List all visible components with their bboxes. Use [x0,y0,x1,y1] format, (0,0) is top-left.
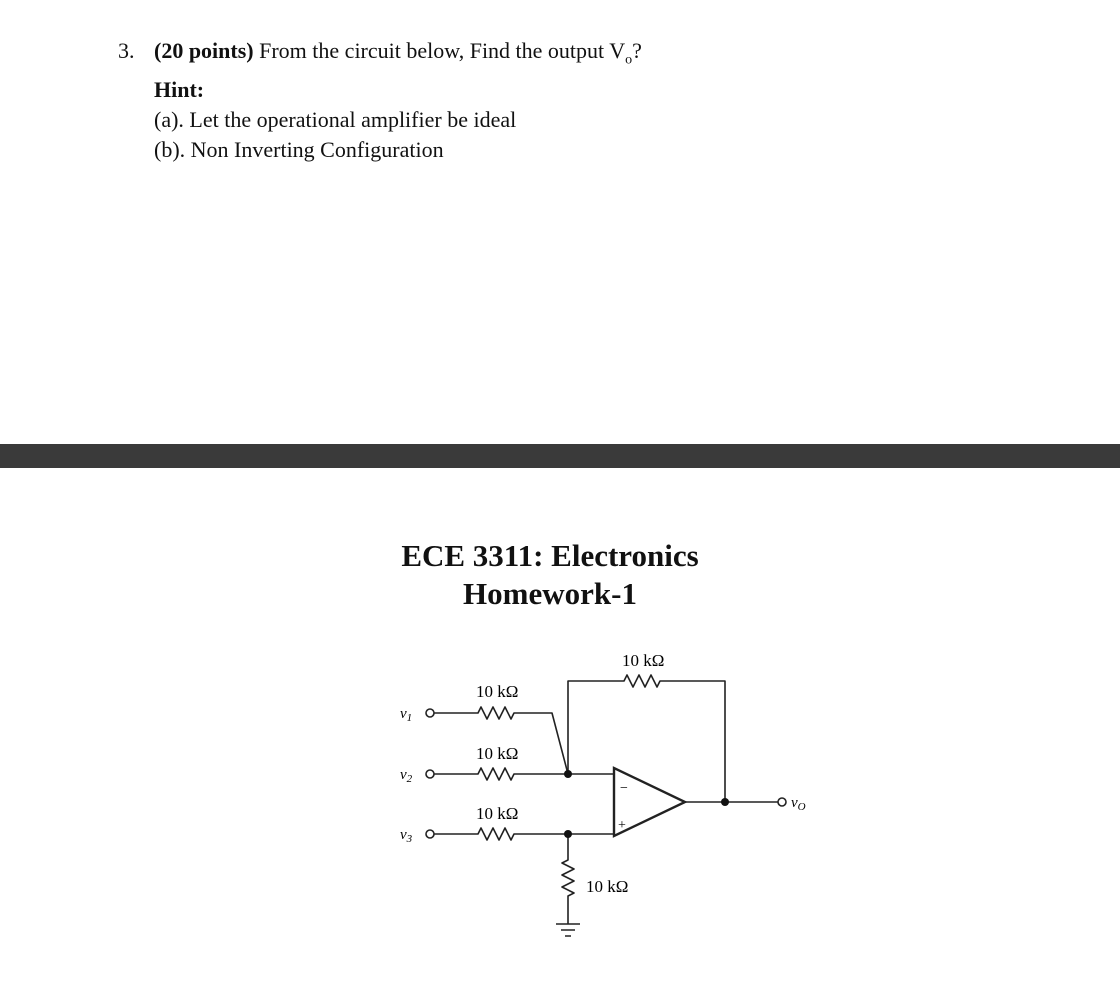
label-v2: $v_2$ [400,767,413,785]
ground-symbol [556,924,580,936]
question-prompt-sub: o [625,52,633,68]
label-r2: 10 kΩ [476,744,519,763]
op-amp-minus: − [620,781,628,796]
label-r1: 10 kΩ [476,682,519,701]
hint-b: (b). Non Inverting Configuration [154,137,444,163]
question-prompt-end: ? [632,38,642,63]
assignment-title: Homework-1 [463,576,637,611]
label-r3: 10 kΩ [476,804,519,823]
label-r-feedback: 10 kΩ [622,651,665,670]
hint-label: Hint: [154,77,205,103]
junction-noninverting [564,830,572,838]
question-prompt: From the circuit below, Find the output V [259,38,626,63]
v3-terminal [426,830,434,838]
v2-wire [434,768,614,780]
label-v1: $v_1$ [400,706,413,724]
vo-terminal [778,798,786,806]
summing-amplifier-circuit [390,640,830,950]
question-number: 3. [118,38,135,63]
course-title: ECE 3311: Electronics [401,538,699,573]
v1-wire [434,707,568,774]
label-vo: $v_O$ [791,795,806,813]
question-block [118,36,642,165]
label-v3: $v_3$ [400,827,413,845]
v1-terminal [426,709,434,717]
ground-resistor-wire [562,834,574,924]
junction-inverting [564,770,572,778]
question-points: (20 points) [154,38,254,63]
v3-wire [434,828,614,840]
page-divider [0,444,1120,468]
question-line [118,36,642,75]
v2-terminal [426,770,434,778]
hint-a: (a). Let the operational amplifier be ideal [154,107,517,133]
junction-output [721,798,729,806]
op-amp-plus: + [618,818,626,833]
label-r-ground: 10 kΩ [586,877,629,896]
